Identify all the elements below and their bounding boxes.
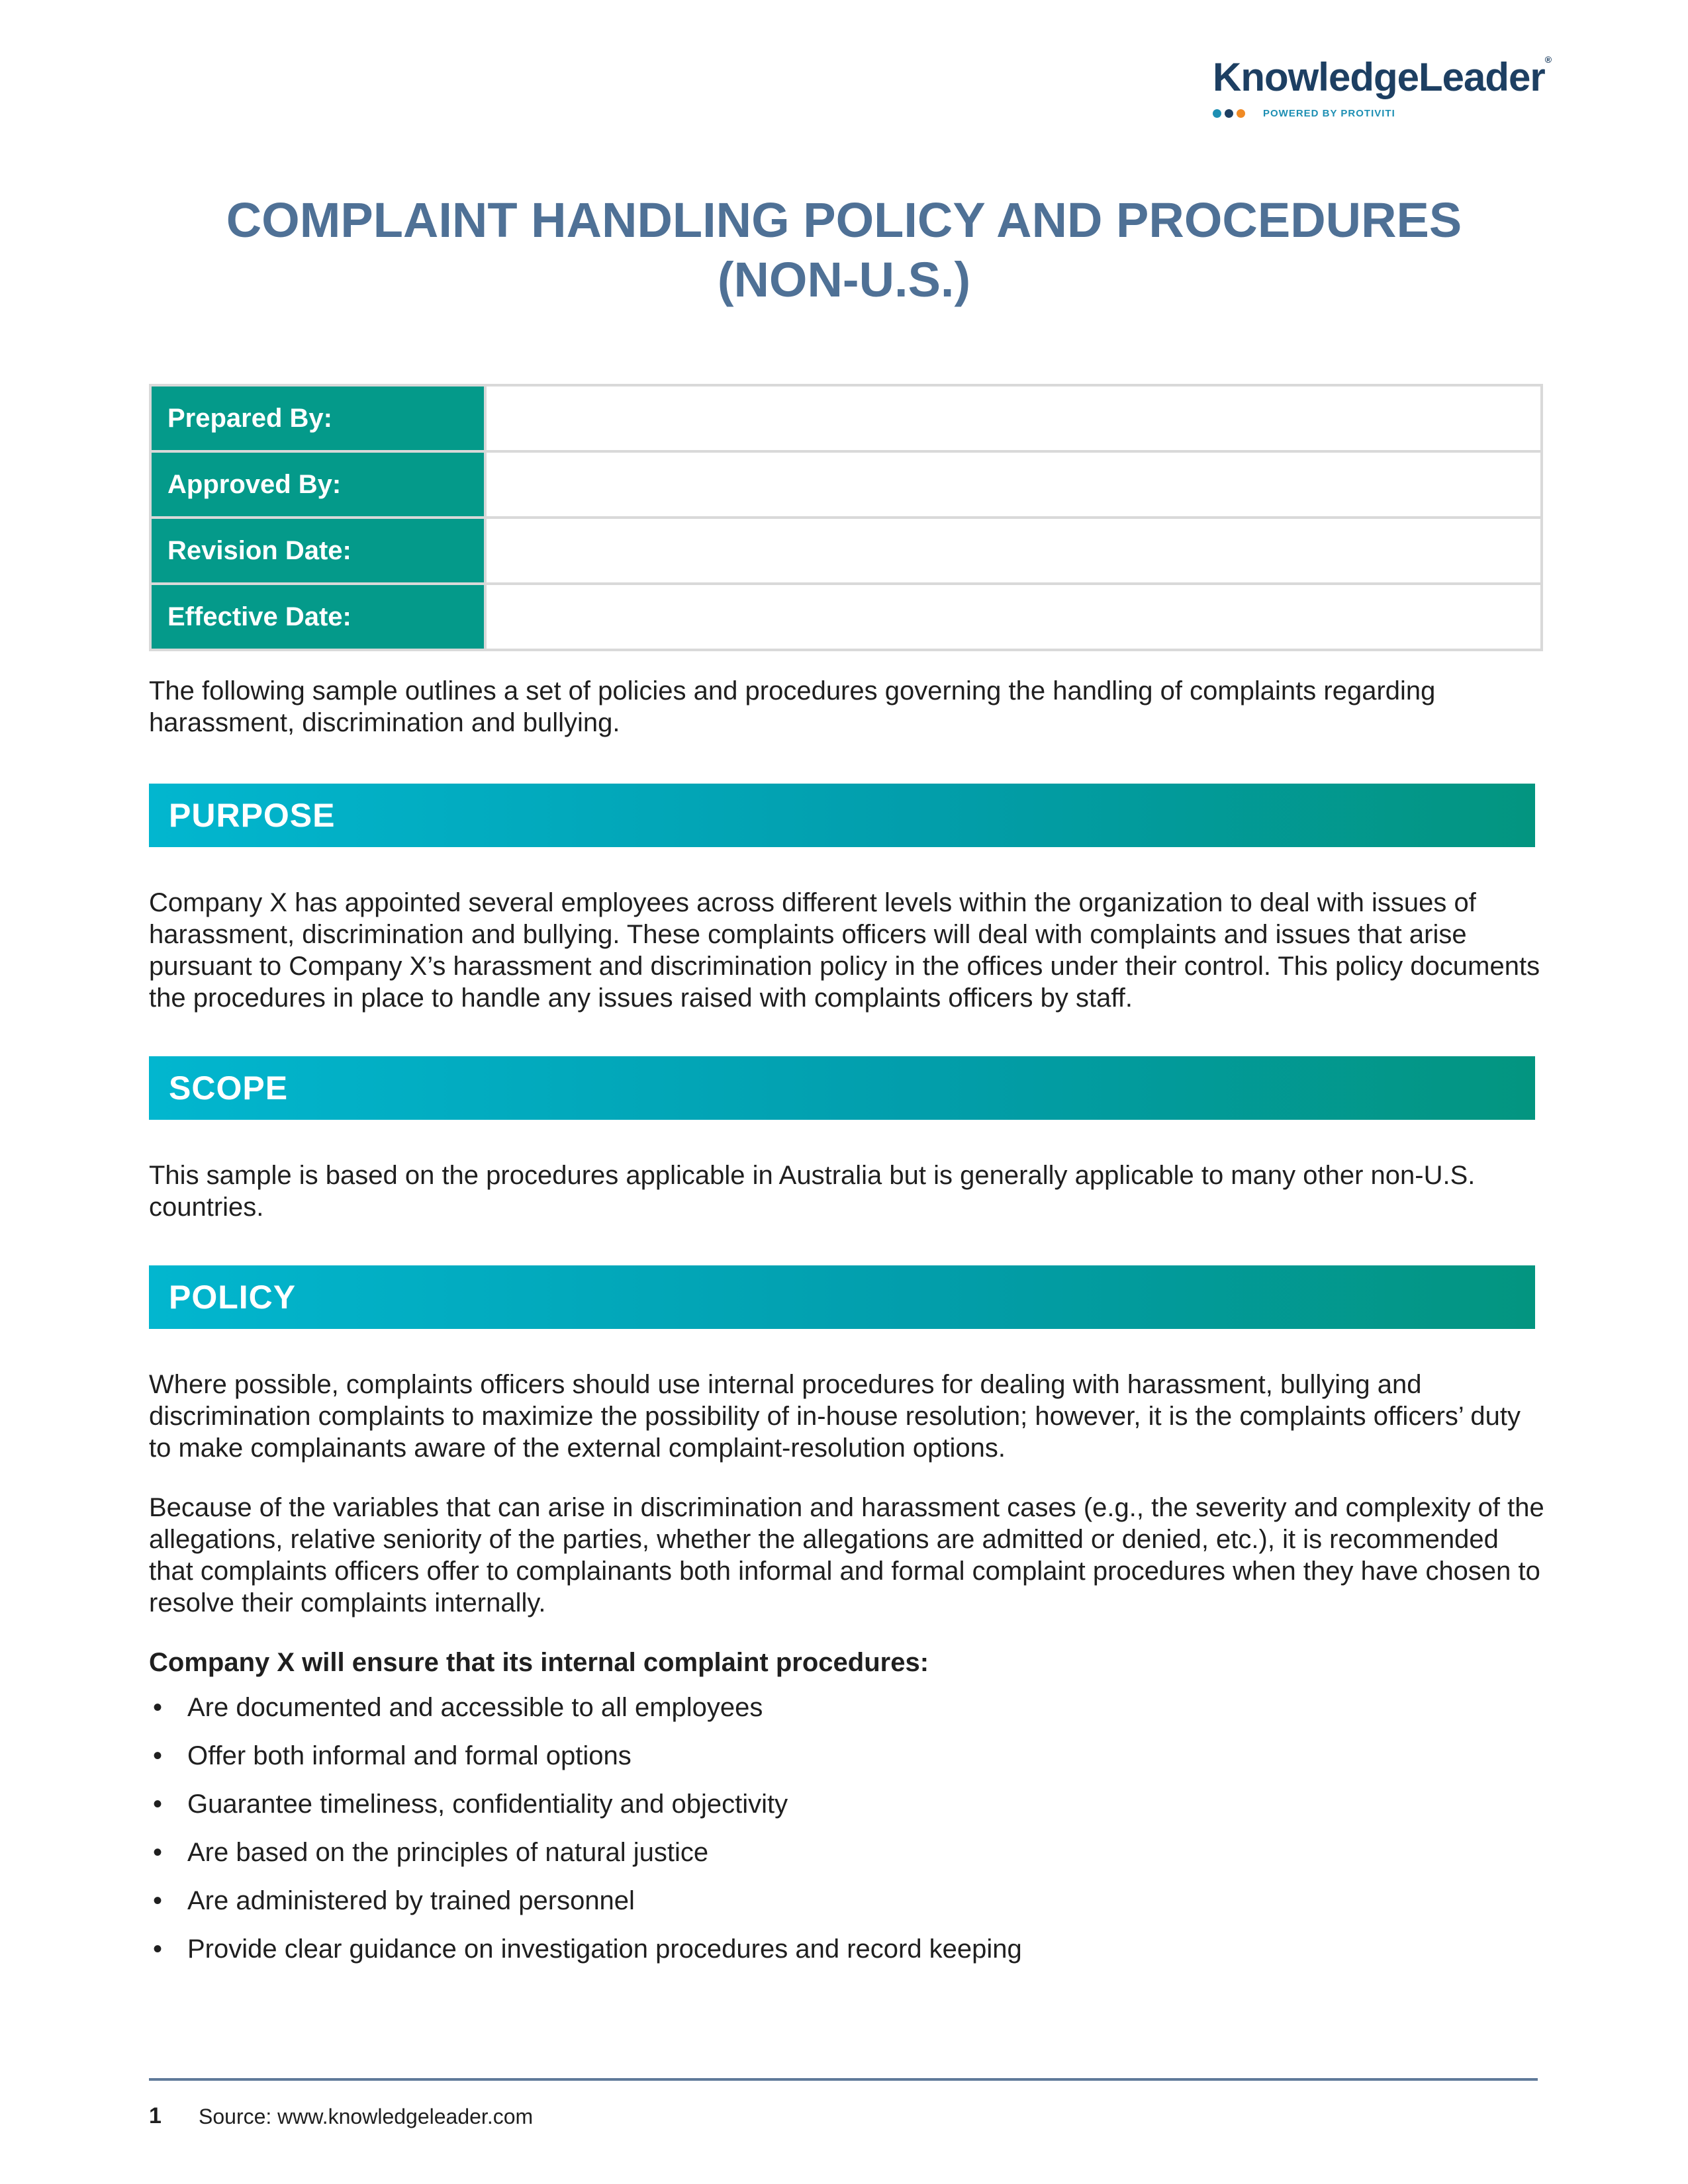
list-item: • Provide clear guidance on investigation procedures and record keeping xyxy=(153,1934,1022,1964)
policy-paragraph-2: Because of the variables that can arise in discrimination and harassment cases (e.g., the severity and complexity of the allegations, relative seniority of the parties, whether the allegations are admitted or denied, etc.), it is recommended that complaints officers offer to complainants both informal and formal complaint procedures when they have chosen to resolve their complaints internally. xyxy=(149,1493,1544,1617)
document-title-line1: COMPLAINT HANDLING POLICY AND PROCEDURES xyxy=(226,193,1462,248)
scope-paragraph: This sample is based on the procedures applicable in Australia but is generally applicable to many other non-U.S. countries. xyxy=(149,1161,1476,1222)
list-item: • Offer both informal and formal options xyxy=(153,1741,632,1770)
document-title xyxy=(149,191,1539,310)
scope-section-header xyxy=(149,1056,1535,1120)
table-row xyxy=(152,453,1540,519)
approved-by-label: Approved By: xyxy=(152,453,484,516)
bullet-icon: • xyxy=(153,1934,163,1964)
table-row xyxy=(152,387,1540,453)
prepared-by-value[interactable] xyxy=(484,387,1540,450)
approved-by-value[interactable] xyxy=(484,453,1540,516)
purpose-heading: PURPOSE xyxy=(169,797,336,834)
document-title-line2: (NON-U.S.) xyxy=(717,252,971,307)
scope-heading: SCOPE xyxy=(169,1069,289,1107)
policy-section-header xyxy=(149,1265,1535,1329)
table-row xyxy=(152,519,1540,585)
bullet-icon: • xyxy=(153,1838,163,1867)
revision-date-value[interactable] xyxy=(484,519,1540,582)
logo-dot-icon xyxy=(1225,109,1233,118)
prepared-by-label: Prepared By: xyxy=(152,387,484,450)
bullet-icon: • xyxy=(153,1886,163,1915)
logo-tagline: POWERED BY PROTIVITI xyxy=(1263,108,1395,119)
logo-dot-icon xyxy=(1213,109,1221,118)
policy-heading: POLICY xyxy=(169,1279,297,1316)
footer-divider xyxy=(149,2078,1538,2081)
knowledgeleader-logo xyxy=(1213,54,1552,119)
footer-source: Source: www.knowledgeleader.com xyxy=(199,2105,534,2128)
bullet-icon: • xyxy=(153,1790,163,1819)
policy-list-heading: Company X will ensure that its internal complaint procedures: xyxy=(149,1648,929,1677)
policy-bullet-list xyxy=(149,1692,1539,1981)
bullet-icon: • xyxy=(153,1693,163,1722)
purpose-paragraph: Company X has appointed several employees across different levels within the organization to deal with issues of harassment, discrimination and bullying. These complaints officers will deal with complaints and issues that arise pursuant to Company X’s harassment and discrimination policy in the offices under their control. This policy documents the procedures in place to handle any issues raised with complaints officers by staff. xyxy=(149,888,1540,1013)
logo-wordmark: KnowledgeLeader® xyxy=(1213,54,1552,99)
list-item: • Guarantee timeliness, confidentiality and objectivity xyxy=(153,1790,788,1819)
purpose-section-header xyxy=(149,784,1535,847)
table-row xyxy=(152,585,1540,649)
list-item: • Are documented and accessible to all employees xyxy=(153,1693,763,1722)
policy-paragraph-1: Where possible, complaints officers should use internal procedures for dealing with harassment, bullying and discrimination complaints to maximize the possibility of in-house resolution; however, it is the complaints officers’ duty to make complainants aware of the external complaint-resolution options. xyxy=(149,1370,1521,1463)
effective-date-label: Effective Date: xyxy=(152,585,484,649)
page-number: 1 xyxy=(149,2103,162,2128)
logo-tagline-row xyxy=(1213,108,1530,119)
bullet-icon: • xyxy=(153,1741,163,1770)
list-item: • Are based on the principles of natural justice xyxy=(153,1838,709,1867)
document-info-table xyxy=(149,384,1543,651)
list-item: • Are administered by trained personnel xyxy=(153,1886,635,1915)
intro-paragraph: The following sample outlines a set of policies and procedures governing the handling of complaints regarding harassment, discrimination and bullying. xyxy=(149,676,1436,737)
revision-date-label: Revision Date: xyxy=(152,519,484,582)
effective-date-value[interactable] xyxy=(484,585,1540,649)
logo-dot-icon xyxy=(1237,109,1245,118)
